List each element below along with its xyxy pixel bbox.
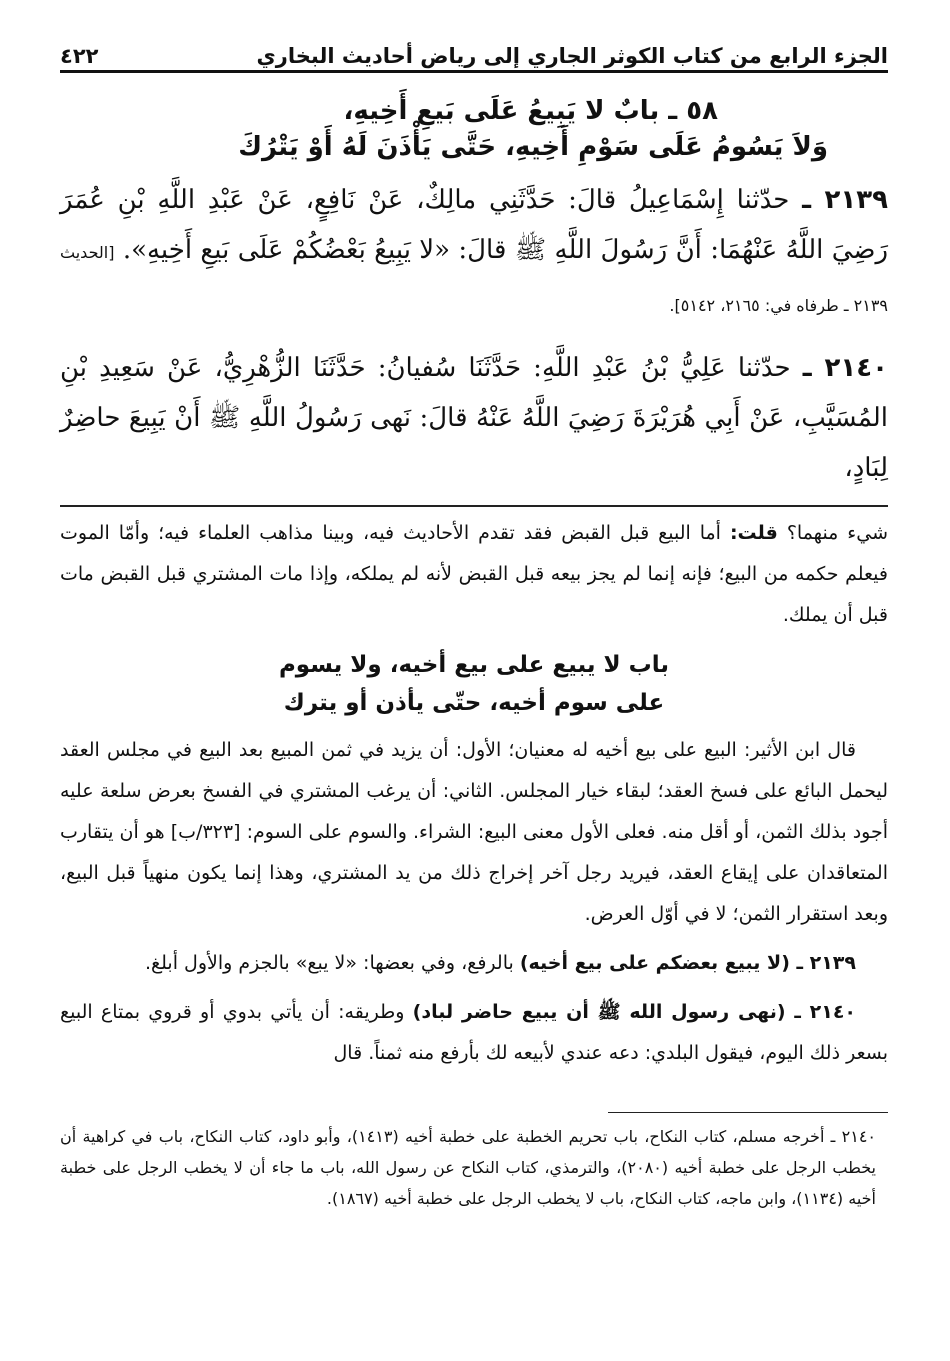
hadith-2140 (60, 343, 888, 493)
hadith-number: ٢١٤٠ ـ (802, 353, 888, 383)
commentary-paragraph-2140 (60, 992, 888, 1074)
chapter-heading-line1: ٥٨ ـ بابٌ لا يَبِيعُ عَلَى بَيعِ أَخِيهِ، (343, 96, 718, 126)
hadith-number: ٢١٣٩ ـ (802, 185, 888, 215)
hadith-text: حدّثنا إِسْمَاعِيلُ قالَ: حَدَّثَنِي مالِكٌ، عَنْ نَافِعٍ، عَنْ عَبْدِ اللَّهِ بْنِ عُمَرَ رَضِيَ اللَّهُ عَنْهُمَا: أَنَّ رَسُولَ اللَّهِ ﷺ قالَ: «لا يَبِيعُ بَعْضُكُمْ عَلَى بَيعِ أَخِيهِ». (60, 185, 889, 265)
main-divider (60, 505, 888, 507)
commentary-paragraph-ibn-athir: قال ابن الأثير: البيع على بيع أخيه له معنيان؛ الأول: أن يزيد في ثمن المبيع بعد البيع في مجلس العقد ليحمل البائع على فسخ العقد؛ لبقاء خيار المجلس. الثاني: أن يرغب المشتري في الفسخ بعرض سلعة عليه أجود بذلك الثمن، أو أقل منه. فعلى الأول معنى البيع: الشراء. والسوم على السوم: [٣٢٣/ب] هو أن يتقارب المتعاقدان على إيقاع العقد، فيريد رجل آخر إخراج ذلك من يد المشتري، وهذا إنما يكون منهياً قبل البيع، وبعد استقرار الثمن؛ لا في أوّل العرض. (60, 739, 888, 925)
hadith-reference: [الحديث ٢١٣٩ ـ طرفاه في: ٢١٦٥، ٥١٤٢]. (60, 243, 888, 315)
running-title: الجزء الرابع من كتاب الكوثر الجاري إلى رياض أحاديث البخاري (256, 44, 888, 68)
commentary-2140-lead: ٢١٤٠ ـ (نهى رسول الله ﷺ أن يبيع حاضر لباد) (412, 1001, 857, 1023)
book-page (60, 28, 888, 1361)
footnote: ٢١٤٠ ـ أخرجه مسلم، كتاب النكاح، باب تحريم الخطبة على خطبة أخيه (١٤١٣)، وأبو داود، كتاب النكاح، باب في كراهية أن يخطب الرجل على خطبة أخيه (٢٠٨٠)، والترمذي، كتاب النكاح عن رسول الله، باب ما جاء أن لا يخطب الرجل على خطبة أخيه (١١٣٤)، وابن ماجه، كتاب النكاح، باب لا يخطب الرجل على خطبة أخيه (١٨٦٧). (60, 1127, 877, 1208)
hadith-text: حدّثنا عَلِيُّ بْنُ عَبْدِ اللَّهِ: حَدَّثَنَا سُفيانُ: حَدَّثَنَا الزُّهْرِيُّ، عَنْ سَعِيدِ بْنِ المُسَيَّبِ، عَنْ أَبِي هُرَيْرَةَ رَضِيَ اللَّهُ عَنْهُ قالَ: نَهى رَسُولُ اللَّهِ ﷺ أَنْ يَبِيعَ حاضِرٌ لِبَادٍ، (60, 353, 888, 483)
intro-lead: شيء منهما؟ (786, 522, 888, 544)
commentary-paragraph-2139 (60, 943, 888, 984)
footnote-rule (608, 1112, 888, 1113)
commentary (60, 513, 888, 1074)
commentary-2140-rest: وطريقه: أن يأتي بدوي أو قروي بمتاع البيع بسعر ذلك اليوم، فيقول البلدي: دعه عندي لأبيعه لك بأرفع منه ثمناً. قال (60, 1001, 888, 1064)
commentary-intro (60, 513, 888, 636)
page-number: ٤٢٢ (60, 44, 99, 68)
intro-rest: أما البيع قبل القبض فقد تقدم الأحاديث فيه، وبينا مذاهب العلماء فيه؛ وأمّا الموت فيعلم حكمه من البيع؛ فإنه إنما لم يجز بيعه قبل القبض لأنه لم يملكه، وإذا مات المشتري قبل القبض مات قبل أن يملك. (60, 522, 888, 626)
commentary-2139-lead: ٢١٣٩ ـ (لا يبيع بعضكم على بيع أخيه) (519, 952, 856, 974)
commentary-2139-rest: بالرفع، وفي بعضها: «لا يبع» بالجزم والأول أبلغ. (144, 952, 514, 974)
section-heading (60, 646, 888, 722)
chapter-heading-line2: وَلاَ يَسُومُ عَلَى سَوْمِ أَخِيهِ، حَتَّى يَأْذَنَ لَهُ أَوْ يَتْرُكَ (238, 132, 828, 162)
section-heading-line1: باب لا يبيع على بيع أخيه، ولا يسوم (278, 652, 670, 678)
intro-qultu: قلت: (729, 522, 778, 544)
page-header (60, 28, 888, 73)
chapter-heading (60, 93, 828, 165)
section-heading-line2: على سوم أخيه، حتّى يأذن أو يترك (283, 690, 665, 716)
hadith-2139 (60, 175, 888, 331)
